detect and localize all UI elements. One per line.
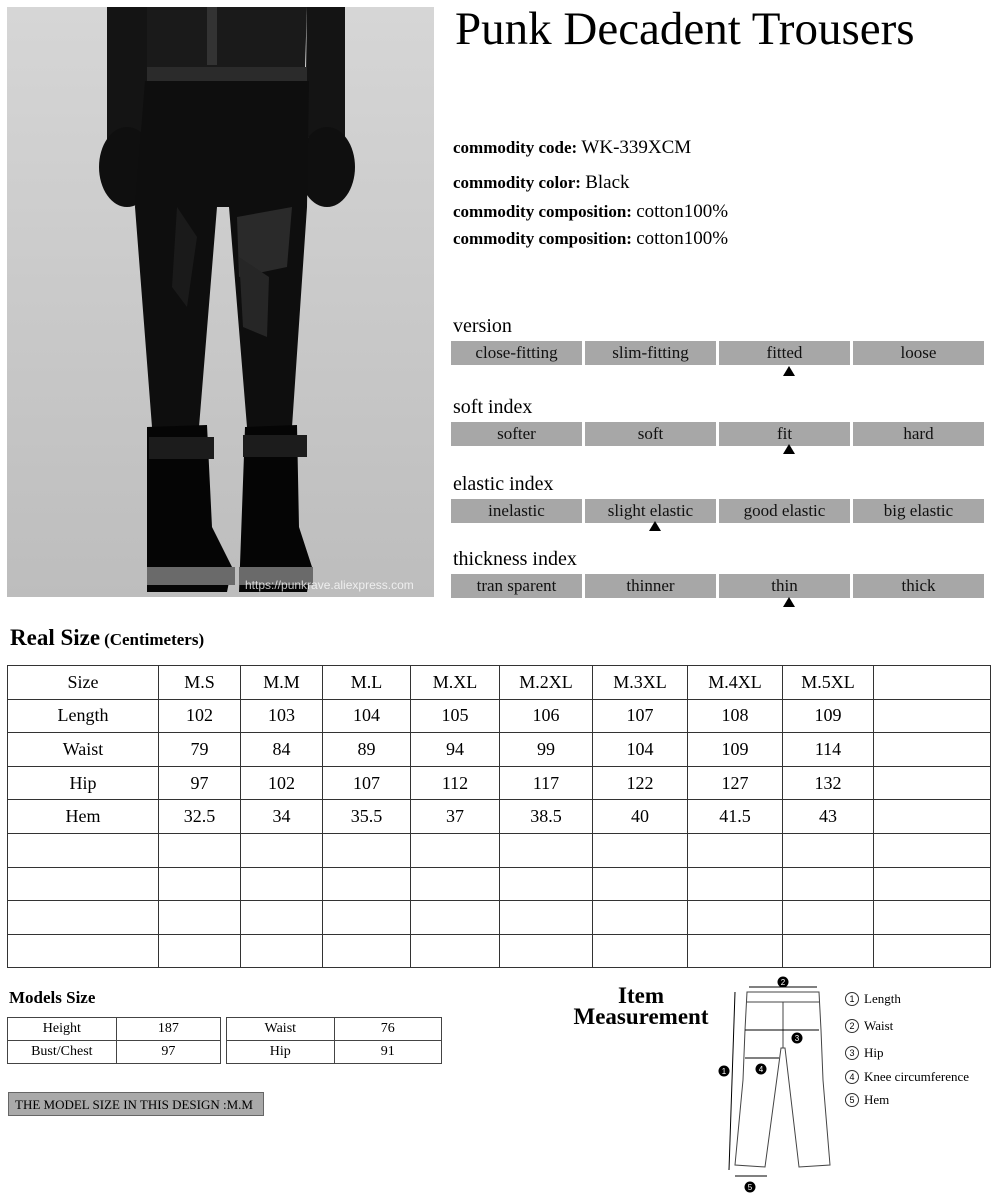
table-cell: 41.5	[688, 800, 783, 834]
scale-option: slim-fitting	[585, 341, 716, 365]
table-cell: 106	[500, 699, 593, 733]
scale-option: soft	[585, 422, 716, 446]
measure-marker-5-icon	[745, 1182, 756, 1193]
table-cell	[159, 867, 241, 901]
scale-option: close-fitting	[451, 341, 582, 365]
scale-option: thick	[853, 574, 984, 598]
table-cell: 108	[688, 699, 783, 733]
number-circle-icon: 5	[845, 1093, 859, 1107]
legend-label: Hem	[864, 1092, 890, 1107]
table-cell	[8, 934, 159, 968]
scale-label-thickness: thickness index	[453, 548, 577, 570]
scale-elastic-index	[451, 499, 984, 523]
table-row	[8, 1041, 221, 1064]
table-cell	[874, 733, 991, 767]
scale-option: good elastic	[719, 499, 850, 523]
table-cell: 97	[159, 766, 241, 800]
table-cell	[783, 867, 874, 901]
table-cell	[593, 901, 688, 935]
size-table	[7, 665, 991, 968]
table-cell: M.3XL	[593, 666, 688, 700]
table-cell: 117	[500, 766, 593, 800]
table-cell: 38.5	[500, 800, 593, 834]
table-row	[227, 1018, 442, 1041]
table-cell	[323, 934, 411, 968]
scale-option: thin	[719, 574, 850, 598]
scale-label-version: version	[453, 315, 512, 337]
table-cell	[411, 833, 500, 867]
table-cell	[411, 934, 500, 968]
table-cell	[500, 934, 593, 968]
table-cell	[874, 934, 991, 968]
table-row	[8, 1018, 221, 1041]
scale-option: inelastic	[451, 499, 582, 523]
number-circle-icon: 4	[845, 1070, 859, 1084]
table-cell: 187	[116, 1018, 220, 1041]
table-cell: 34	[241, 800, 323, 834]
table-cell: 97	[116, 1041, 220, 1064]
table-cell	[783, 934, 874, 968]
attribute-value: cotton100%	[636, 228, 729, 249]
table-cell: Size	[8, 666, 159, 700]
table-cell	[8, 833, 159, 867]
table-cell: 102	[241, 766, 323, 800]
scale-option: slight elastic	[585, 499, 716, 523]
table-cell	[8, 901, 159, 935]
table-cell	[159, 934, 241, 968]
table-cell: 94	[411, 733, 500, 767]
table-cell	[783, 833, 874, 867]
scale-option: fitted	[719, 341, 850, 365]
svg-text:2: 2	[780, 978, 786, 987]
table-cell: 37	[411, 800, 500, 834]
number-circle-icon: 2	[845, 1019, 859, 1033]
legend-item	[845, 991, 901, 1007]
scale-thickness-index	[451, 574, 984, 598]
selection-arrow-icon	[783, 366, 795, 376]
selection-arrow-icon	[649, 521, 661, 531]
table-cell	[323, 833, 411, 867]
number-circle-icon: 1	[845, 992, 859, 1006]
legend-label: Knee circumference	[864, 1069, 970, 1084]
table-cell: 43	[783, 800, 874, 834]
table-cell	[411, 867, 500, 901]
legend-item	[845, 1092, 889, 1108]
attribute-label: commodity color:	[453, 173, 581, 192]
attribute-label: commodity code:	[453, 138, 578, 157]
table-cell	[874, 766, 991, 800]
table-cell: Waist	[8, 733, 159, 767]
table-cell	[688, 867, 783, 901]
table-cell: 32.5	[159, 800, 241, 834]
table-cell: Hip	[227, 1041, 335, 1064]
table-cell	[874, 833, 991, 867]
attribute-color	[453, 172, 630, 194]
table-cell: 112	[411, 766, 500, 800]
table-cell	[593, 934, 688, 968]
table-cell: Hip	[8, 766, 159, 800]
legend-label: Length	[864, 991, 901, 1006]
table-cell	[593, 833, 688, 867]
table-cell	[500, 833, 593, 867]
table-cell: 107	[593, 699, 688, 733]
trousers-measurement-diagram	[715, 970, 845, 1198]
table-row-empty	[8, 833, 991, 867]
table-cell	[688, 901, 783, 935]
svg-text:5: 5	[747, 1183, 753, 1192]
table-cell: Length	[8, 699, 159, 733]
table-row	[8, 699, 991, 733]
table-cell	[874, 901, 991, 935]
table-cell	[688, 934, 783, 968]
table-cell: 79	[159, 733, 241, 767]
size-table-body	[8, 666, 991, 968]
table-cell	[874, 867, 991, 901]
scale-option: big elastic	[853, 499, 984, 523]
models-size-table-right	[226, 1017, 442, 1064]
table-cell	[241, 901, 323, 935]
table-cell: M.M	[241, 666, 323, 700]
selection-arrow-icon	[783, 597, 795, 607]
table-cell: 103	[241, 699, 323, 733]
attribute-composition-2	[453, 228, 728, 250]
models-size-title: Models Size	[9, 988, 96, 1007]
table-cell: M.XL	[411, 666, 500, 700]
real-size-heading	[10, 625, 204, 651]
table-cell: 102	[159, 699, 241, 733]
product-title: Punk Decadent Trousers	[455, 3, 915, 55]
table-cell: 99	[500, 733, 593, 767]
table-cell: 35.5	[323, 800, 411, 834]
measure-marker-1-icon	[719, 1066, 730, 1077]
item-measurement-title-line2: Measurement	[573, 1004, 709, 1029]
attribute-label: commodity composition:	[453, 202, 632, 221]
number-circle-icon: 3	[845, 1046, 859, 1060]
table-row	[8, 766, 991, 800]
table-cell	[8, 867, 159, 901]
table-cell	[241, 934, 323, 968]
table-cell: 104	[323, 699, 411, 733]
measure-marker-2-icon	[778, 977, 789, 988]
table-cell: 132	[783, 766, 874, 800]
attribute-value: cotton100%	[636, 201, 729, 222]
attribute-label: commodity composition:	[453, 229, 632, 248]
table-cell: 91	[334, 1041, 441, 1064]
table-cell	[500, 901, 593, 935]
measure-marker-4-icon	[756, 1064, 767, 1075]
scale-label-elastic: elastic index	[453, 473, 554, 495]
table-cell	[874, 699, 991, 733]
watermark-text: https://punkrave.aliexpress.com	[245, 578, 414, 592]
scale-option: loose	[853, 341, 984, 365]
table-cell	[500, 867, 593, 901]
table-cell	[323, 901, 411, 935]
selection-arrow-icon	[783, 444, 795, 454]
legend-label: Hip	[864, 1045, 884, 1060]
table-cell	[783, 901, 874, 935]
table-cell	[874, 666, 991, 700]
table-cell: M.5XL	[783, 666, 874, 700]
table-cell: M.S	[159, 666, 241, 700]
real-size-unit: (Centimeters)	[104, 630, 205, 649]
table-cell: 84	[241, 733, 323, 767]
table-row	[227, 1041, 442, 1064]
table-cell: 122	[593, 766, 688, 800]
svg-text:4: 4	[758, 1065, 764, 1074]
scale-label-soft: soft index	[453, 396, 533, 418]
scale-soft-index	[451, 422, 984, 446]
table-header-row	[8, 666, 991, 700]
attribute-value: WK-339XCM	[581, 137, 692, 158]
table-cell: 76	[334, 1018, 441, 1041]
table-row	[8, 800, 991, 834]
table-cell: M.L	[323, 666, 411, 700]
table-cell: M.2XL	[500, 666, 593, 700]
table-cell	[241, 867, 323, 901]
table-cell	[159, 901, 241, 935]
attribute-composition	[453, 201, 728, 223]
scale-version	[451, 341, 984, 365]
table-cell	[241, 833, 323, 867]
table-row	[8, 733, 991, 767]
scale-option: softer	[451, 422, 582, 446]
svg-text:3: 3	[794, 1034, 800, 1043]
table-cell: 40	[593, 800, 688, 834]
table-cell: 127	[688, 766, 783, 800]
table-cell	[593, 867, 688, 901]
legend-item	[845, 1045, 884, 1061]
table-cell: 107	[323, 766, 411, 800]
table-cell: Hem	[8, 800, 159, 834]
legend-label: Waist	[864, 1018, 894, 1033]
legend-item	[845, 1069, 969, 1085]
table-cell	[323, 867, 411, 901]
model-wearing-trousers-image	[7, 7, 434, 597]
table-cell: 109	[688, 733, 783, 767]
scale-option: fit	[719, 422, 850, 446]
svg-text:1: 1	[721, 1067, 727, 1076]
product-photo	[7, 7, 434, 597]
table-cell: 105	[411, 699, 500, 733]
models-size-table-left	[7, 1017, 221, 1064]
legend-item	[845, 1018, 893, 1034]
attribute-value: Black	[585, 172, 630, 193]
table-row-empty	[8, 934, 991, 968]
model-size-note: THE MODEL SIZE IN THIS DESIGN :M.M	[8, 1092, 264, 1116]
item-measurement-title-line1: Item	[618, 983, 664, 1008]
table-cell: 114	[783, 733, 874, 767]
item-measurement-title	[560, 985, 722, 1027]
attribute-code	[453, 137, 691, 159]
scale-option: thinner	[585, 574, 716, 598]
table-row-empty	[8, 867, 991, 901]
measure-marker-3-icon	[792, 1033, 803, 1044]
real-size-title: Real Size	[10, 625, 101, 650]
scale-option: hard	[853, 422, 984, 446]
table-cell: Bust/Chest	[8, 1041, 117, 1064]
table-cell	[874, 800, 991, 834]
table-cell: M.4XL	[688, 666, 783, 700]
table-cell	[411, 901, 500, 935]
table-cell: 104	[593, 733, 688, 767]
scale-option: tran sparent	[451, 574, 582, 598]
table-cell: 109	[783, 699, 874, 733]
table-row-empty	[8, 901, 991, 935]
table-cell	[688, 833, 783, 867]
table-cell	[159, 833, 241, 867]
table-cell: Waist	[227, 1018, 335, 1041]
table-cell: Height	[8, 1018, 117, 1041]
table-cell: 89	[323, 733, 411, 767]
